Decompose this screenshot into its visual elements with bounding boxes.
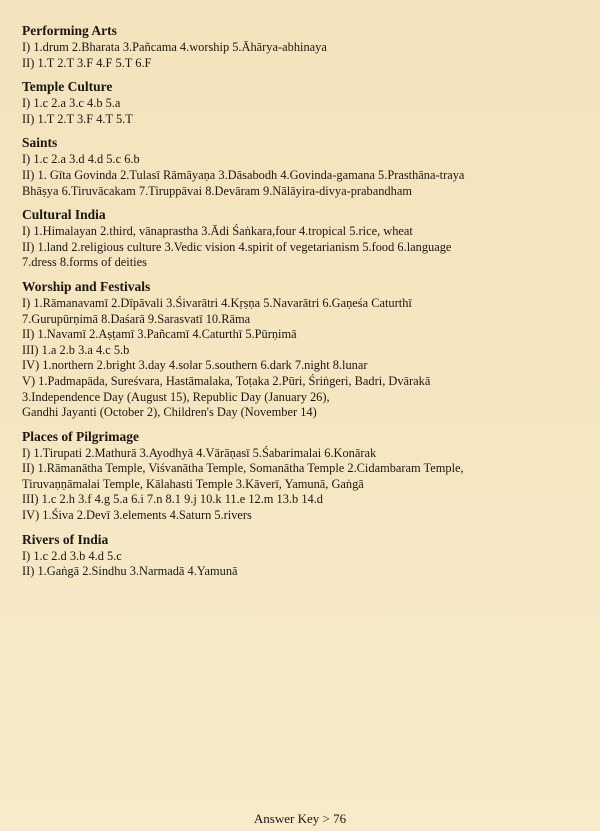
answer-line: II) 1.T 2.T 3.F 4.F 5.T 6.F bbox=[22, 55, 152, 70]
answer-line: IV) 1.northern 2.bright 3.day 4.solar 5.southern 6.dark 7.night 8.lunar bbox=[22, 358, 368, 373]
answer-key-content bbox=[22, 22, 592, 587]
answer-line: 7.dress 8.forms of deities bbox=[22, 255, 147, 270]
section-cultural-india bbox=[22, 206, 592, 271]
answer-line: I) 1.Rāmanavamī 2.Dīpāvali 3.Śivarātri 4.Kṛṣṇa 5.Navarātri 6.Gaṇeśa Caturthī bbox=[22, 295, 412, 310]
answer-line: I) 1.c 2.d 3.b 4.d 5.c bbox=[22, 548, 122, 563]
answer-line: II) 1.land 2.religious culture 3.Vedic vision 4.spirit of vegetarianism 5.food 6.language bbox=[22, 239, 452, 254]
answer-line: III) 1.a 2.b 3.a 4.c 5.b bbox=[22, 342, 130, 357]
section-title: Saints bbox=[22, 135, 58, 151]
answer-line: 3.Independence Day (August 15), Republic Day (January 26), bbox=[22, 389, 330, 404]
answer-line: II) 1.T 2.T 3.F 4.T 5.T bbox=[22, 111, 133, 126]
answer-line: Tiruvaṇṇāmalai Temple, Kālahasti Temple 3.Kāverī, Yamunā, Gaṅgā bbox=[22, 476, 364, 491]
section-rivers-of-india bbox=[22, 531, 592, 580]
answer-line: II) 1.Navamī 2.Aṣṭamī 3.Pañcamī 4.Caturthī 5.Pūrṇimā bbox=[22, 327, 297, 342]
answer-line: 7.Gurupūrṇimā 8.Daśarā 9.Sarasvatī 10.Rāma bbox=[22, 311, 251, 326]
section-title: Places of Pilgrimage bbox=[22, 428, 139, 444]
answer-line: I) 1.c 2.a 3.d 4.d 5.c 6.b bbox=[22, 152, 140, 167]
answer-line: I) 1.Tirupati 2.Mathurā 3.Ayodhyā 4.Vārāṇasī 5.Śabarimalai 6.Konārak bbox=[22, 445, 377, 460]
section-places-of-pilgrimage bbox=[22, 428, 592, 524]
answer-line: II) 1.Rāmanātha Temple, Viśvanātha Temple, Somanātha Temple 2.Cidambaram Temple, bbox=[22, 461, 464, 476]
answer-line: I) 1.c 2.a 3.c 4.b 5.a bbox=[22, 96, 121, 111]
answer-line: III) 1.c 2.h 3.f 4.g 5.a 6.i 7.n 8.1 9.j 10.k 11.e 12.m 13.b 14.d bbox=[22, 492, 324, 507]
answer-line: I) 1.Himalayan 2.third, vānaprastha 3.Ādi Śaṅkara,four 4.tropical 5.rice, wheat bbox=[22, 224, 413, 239]
answer-line: II) 1.Gaṅgā 2.Sindhu 3.Narmadā 4.Yamunā bbox=[22, 564, 238, 579]
answer-line: I) 1.drum 2.Bharata 3.Pañcama 4.worship 5.Āhārya-abhinaya bbox=[22, 40, 327, 54]
answer-line: II) 1. Gīta Govinda 2.Tulasī Rāmāyaṇa 3.Dāsabodh 4.Govinda-gamana 5.Prasthāna-traya bbox=[22, 167, 465, 182]
section-saints bbox=[22, 134, 592, 199]
answer-line: Bhāṣya 6.Tiruvācakam 7.Tiruppāvai 8.Devāram 9.Nālāyira-divya-prabandham bbox=[22, 183, 412, 198]
section-temple-culture bbox=[22, 78, 592, 127]
section-worship-and-festivals bbox=[22, 278, 592, 421]
page-footer: Answer Key > 76 bbox=[253, 811, 347, 826]
section-title: Temple Culture bbox=[22, 79, 113, 95]
section-title: Performing Arts bbox=[22, 23, 117, 38]
section-title: Worship and Festivals bbox=[22, 278, 151, 294]
answer-line: V) 1.Padmapāda, Sureśvara, Hastāmalaka, Toṭaka 2.Pūri, Śriṅgeri, Badri, Dvārakā bbox=[22, 373, 431, 388]
section-performing-arts bbox=[22, 22, 592, 71]
section-title: Rivers of India bbox=[22, 531, 109, 547]
answer-line: IV) 1.Śiva 2.Devī 3.elements 4.Saturn 5.rivers bbox=[22, 508, 252, 523]
section-title: Cultural India bbox=[22, 207, 106, 223]
answer-line: Gandhi Jayanti (October 2), Children's Day (November 14) bbox=[22, 405, 317, 420]
